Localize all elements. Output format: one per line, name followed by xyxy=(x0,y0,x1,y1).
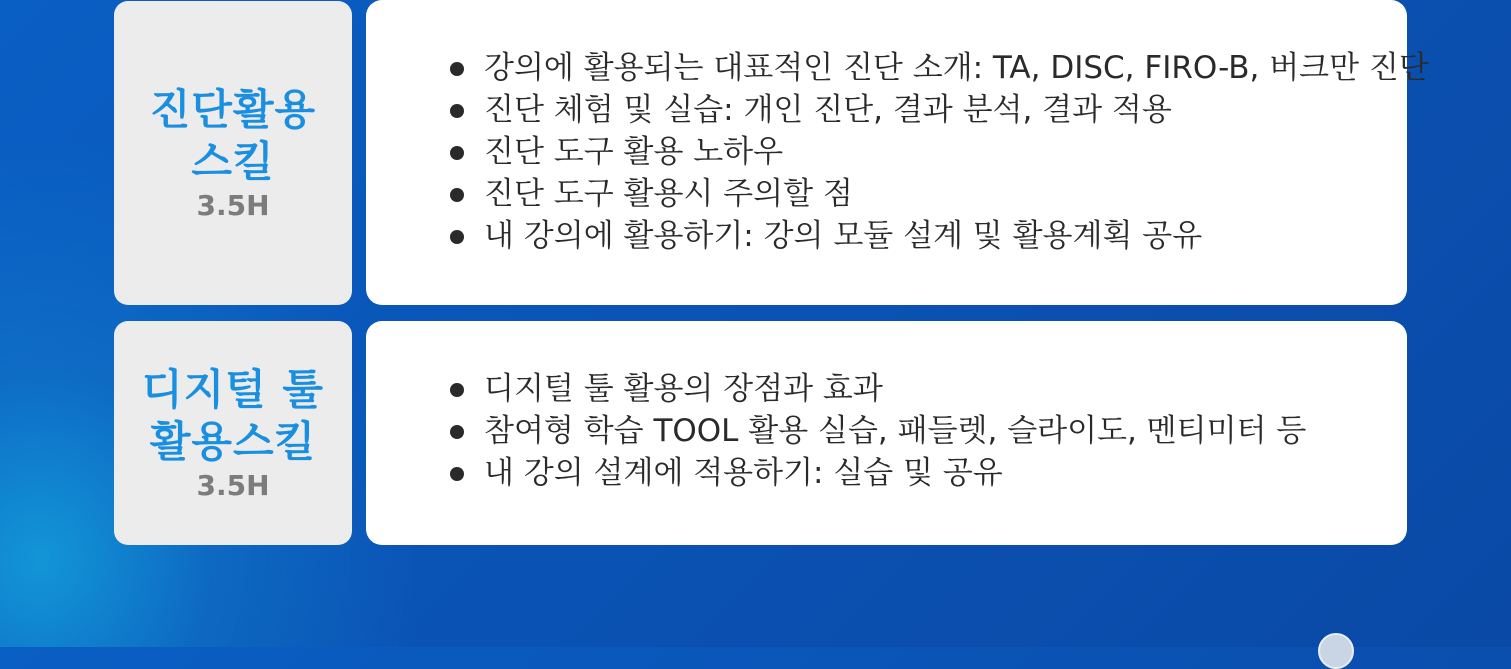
bullet-icon xyxy=(450,188,464,202)
section-title-line: 디지털 툴 xyxy=(142,365,324,414)
list-item xyxy=(446,452,1306,494)
bullet-icon xyxy=(450,467,464,481)
list-item-text: 진단 도구 활용 노하우 xyxy=(484,134,784,170)
list-item xyxy=(446,89,1429,131)
bullet-icon xyxy=(450,104,464,118)
section-hours: 3.5H xyxy=(196,189,270,222)
list-item xyxy=(446,131,1429,173)
list-item-text: 내 강의 설계에 적용하기: 실습 및 공유 xyxy=(484,455,1003,491)
partial-circle-icon xyxy=(1318,633,1354,669)
list-item-text: 참여형 학습 TOOL 활용 실습, 패들렛, 슬라이도, 멘티미터 등 xyxy=(484,413,1307,449)
bullet-icon xyxy=(450,383,464,397)
list-item xyxy=(446,368,1306,410)
section-title-line: 활용스킬 xyxy=(149,417,317,466)
bullet-list xyxy=(446,47,1429,257)
bullet-icon xyxy=(450,62,464,76)
bullet-list xyxy=(446,368,1306,494)
list-item-text: 강의에 활용되는 대표적인 진단 소개: TA, DISC, FIRO-B, 버크만 진단 xyxy=(484,50,1429,86)
bullet-icon xyxy=(450,146,464,160)
section-label-diagnosis xyxy=(114,1,352,305)
list-item xyxy=(446,47,1429,89)
list-item-text: 진단 체험 및 실습: 개인 진단, 결과 분석, 결과 적용 xyxy=(484,92,1172,128)
list-item-text: 내 강의에 활용하기: 강의 모듈 설계 및 활용계획 공유 xyxy=(484,218,1203,254)
list-item xyxy=(446,215,1429,257)
bullet-icon xyxy=(450,230,464,244)
list-item xyxy=(446,410,1306,452)
list-item-text: 진단 도구 활용시 주의할 점 xyxy=(484,176,853,212)
section-title-line: 스킬 xyxy=(191,137,275,186)
section-label-digital-tools xyxy=(114,321,352,545)
section-content-digital-tools xyxy=(366,321,1407,545)
list-item-text: 디지털 툴 활용의 장점과 효과 xyxy=(484,371,883,407)
bullet-icon xyxy=(450,425,464,439)
list-item xyxy=(446,173,1429,215)
section-title-line: 진단활용 xyxy=(149,85,317,134)
section-hours: 3.5H xyxy=(196,469,270,502)
section-content-diagnosis xyxy=(366,0,1429,305)
